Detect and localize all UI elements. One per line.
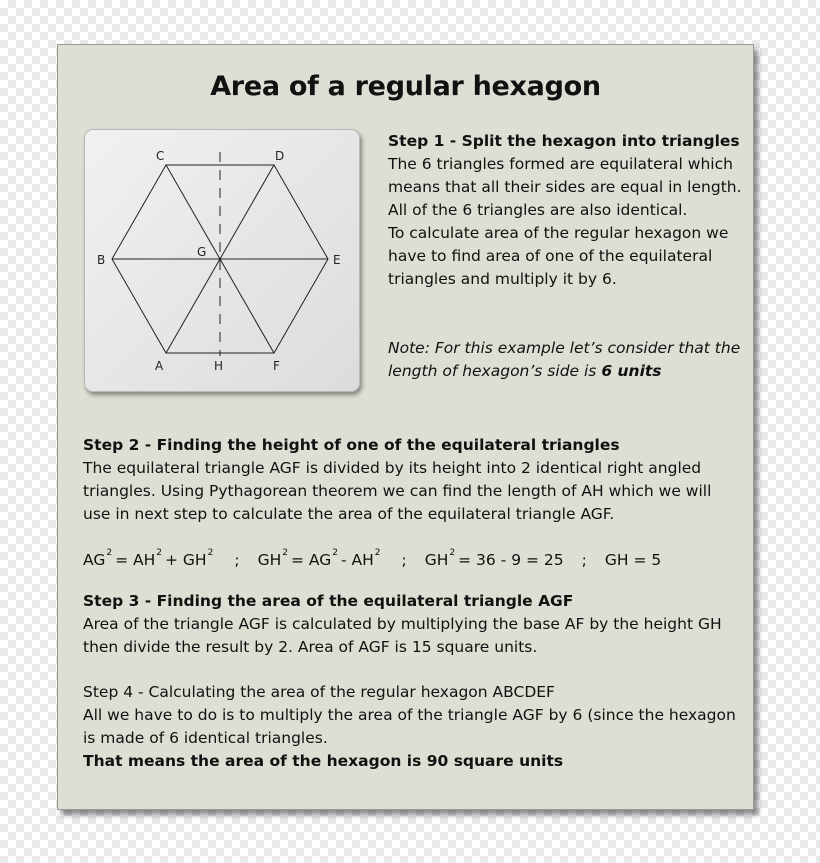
formula-term: + GH — [165, 551, 207, 570]
pythagorean-formula — [83, 546, 661, 572]
step2-block — [83, 434, 711, 526]
label-h: H — [214, 359, 224, 373]
label-e: E — [333, 253, 341, 267]
formula-exponent: 2 — [332, 548, 338, 558]
note-block — [388, 337, 740, 383]
formula-exponent: 2 — [374, 548, 381, 558]
page-title: Area of a regular hexagon — [210, 71, 601, 102]
step4-line: All we have to do is to multiply the area of the triangle AGF by 6 (since the hexagon — [83, 706, 736, 724]
step2-line: The equilateral triangle AGF is divided by its height into 2 identical right angled — [83, 459, 702, 477]
label-d: D — [275, 149, 285, 163]
step1-line: To calculate area of the regular hexagon we — [388, 224, 729, 242]
step3-block — [83, 590, 722, 659]
formula-term: GH — [257, 551, 282, 570]
formula-exponent: 2 — [207, 548, 214, 558]
formula-term: GH — [424, 551, 449, 570]
step1-line: triangles and multiply it by 6. — [388, 270, 617, 288]
step3-heading: Step 3 - Finding the area of the equilateral triangle AGF — [83, 592, 574, 610]
formula-3 — [424, 548, 564, 570]
step1-line: have to find area of one of the equilateral — [388, 247, 713, 265]
formula-term: = AG — [290, 551, 332, 570]
note-line2: length of hexagon’s side is — [388, 362, 602, 380]
formula-separator: ; — [234, 551, 240, 570]
step4-block — [83, 681, 736, 773]
step1-line: The 6 triangles formed are equilateral which — [388, 155, 733, 173]
step1-heading: Step 1 - Split the hexagon into triangles — [388, 132, 740, 150]
step3-line: Area of the triangle AGF is calculated by multiplying the base AF by the height GH — [83, 615, 722, 633]
step2-heading: Step 2 - Finding the height of one of the equilateral triangles — [83, 436, 620, 454]
label-c: C — [156, 149, 165, 163]
label-a: A — [155, 359, 164, 373]
hexagon-diagram — [85, 130, 359, 391]
label-f: F — [273, 359, 280, 373]
formula-4: GH = 5 — [604, 551, 662, 570]
content-panel — [57, 44, 754, 810]
formula-exponent: 2 — [106, 548, 113, 558]
note-line1: Note: For this example let’s consider that the — [388, 339, 741, 357]
formula-exponent: 2 — [449, 548, 456, 558]
step4-conclusion: That means the area of the hexagon is 90 square units — [83, 752, 564, 770]
step2-line: triangles. Using Pythagorean theorem we can find the length of AH which we will — [83, 482, 712, 500]
step2-line: use in next step to calculate the area of the equilateral triangle AGF. — [83, 505, 615, 523]
step1-line: All of the 6 triangles are also identical. — [388, 201, 688, 219]
step1-line: means that all their sides are equal in length. — [388, 178, 742, 196]
step3-line: then divide the result by 2. Area of AGF is 15 square units. — [83, 638, 538, 656]
step4-heading: Step 4 - Calculating the area of the regular hexagon ABCDEF — [83, 683, 555, 701]
formula-separator: ; — [401, 551, 407, 570]
step1-block — [388, 130, 742, 291]
hexagon-figure — [84, 129, 360, 392]
formula-term: = AH — [115, 551, 156, 570]
note-side-length: 6 units — [601, 362, 662, 380]
formula-term: - AH — [340, 551, 374, 570]
step4-line: is made of 6 identical triangles. — [83, 729, 328, 747]
label-g: G — [197, 245, 207, 259]
formula-2 — [257, 548, 384, 570]
formula-term: = 36 - 9 = 25 — [458, 551, 564, 570]
formula-1 — [83, 548, 216, 570]
label-b: B — [97, 253, 106, 267]
formula-separator: ; — [581, 551, 587, 570]
formula-exponent: 2 — [156, 548, 162, 558]
formula-term: AG — [83, 551, 106, 570]
formula-exponent: 2 — [282, 548, 288, 558]
